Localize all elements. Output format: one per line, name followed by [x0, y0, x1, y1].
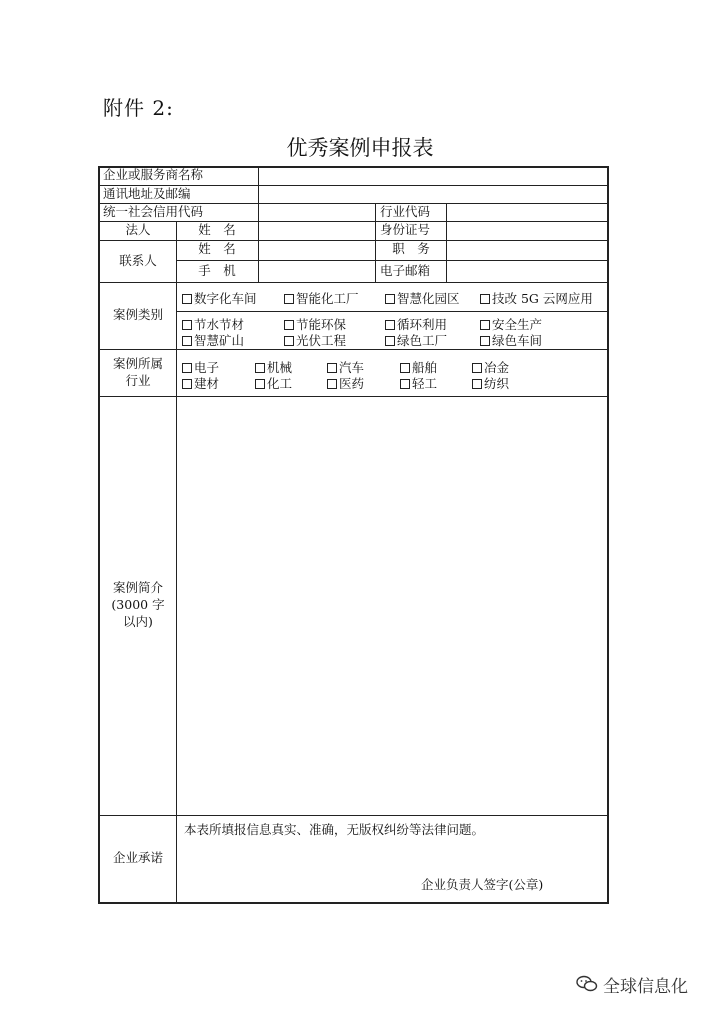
rule	[176, 311, 609, 312]
checkbox-icon[interactable]	[385, 336, 395, 346]
option-checkbox[interactable]	[182, 374, 219, 392]
option-label: 冶金	[484, 360, 510, 375]
rule	[98, 396, 609, 397]
option-label: 智慧化园区	[397, 291, 460, 306]
option-checkbox[interactable]	[400, 374, 437, 392]
checkbox-icon[interactable]	[400, 379, 410, 389]
case-intro-field[interactable]	[178, 398, 606, 814]
checkbox-icon[interactable]	[400, 363, 410, 373]
checkbox-icon[interactable]	[284, 320, 294, 330]
checkbox-icon[interactable]	[327, 363, 337, 373]
option-label: 技改 5G 云网应用	[492, 291, 593, 306]
checkbox-icon[interactable]	[472, 379, 482, 389]
option-checkbox[interactable]	[284, 331, 346, 349]
option-label: 智慧矿山	[194, 333, 245, 348]
position-label: 职 务	[392, 241, 430, 256]
case-intro-label-line2: (3000 字	[111, 597, 165, 612]
rule	[98, 815, 609, 816]
checkbox-icon[interactable]	[480, 336, 490, 346]
option-checkbox[interactable]	[182, 331, 244, 349]
option-label: 建材	[194, 376, 220, 391]
option-label: 汽车	[339, 360, 365, 375]
checkbox-icon[interactable]	[385, 294, 395, 304]
rule	[98, 902, 609, 904]
option-label: 节水节材	[194, 317, 245, 332]
contact-name-label: 姓 名	[198, 241, 236, 256]
option-label: 船舶	[412, 360, 438, 375]
commitment-label: 企业承诺	[112, 850, 163, 865]
option-label: 医药	[339, 376, 365, 391]
rule	[98, 349, 609, 350]
option-checkbox[interactable]	[480, 331, 542, 349]
checkbox-icon[interactable]	[182, 363, 192, 373]
option-label: 轻工	[412, 376, 438, 391]
legal-name-label: 姓 名	[198, 222, 236, 237]
wechat-logo-icon	[576, 975, 598, 993]
option-label: 安全生产	[492, 317, 543, 332]
checkbox-icon[interactable]	[284, 294, 294, 304]
signature-label: 企业负责人签字(公章)	[421, 877, 544, 892]
credit-code-label: 统一社会信用代码	[103, 204, 204, 219]
email-label: 电子邮箱	[380, 263, 431, 278]
attachment-label: 附件 2:	[103, 96, 174, 120]
option-checkbox[interactable]	[327, 374, 364, 392]
checkbox-icon[interactable]	[182, 320, 192, 330]
option-label: 化工	[267, 376, 293, 391]
option-checkbox[interactable]	[480, 289, 593, 307]
contact-label: 联系人	[119, 253, 157, 268]
checkbox-icon[interactable]	[472, 363, 482, 373]
case-industry-label-line2: 行业	[125, 373, 151, 388]
option-label: 智能化工厂	[296, 291, 359, 306]
phone-label: 手 机	[198, 263, 236, 278]
rule	[176, 260, 609, 261]
case-intro-label-line1: 案例简介	[112, 580, 163, 595]
checkbox-icon[interactable]	[182, 294, 192, 304]
industry-code-label: 行业代码	[380, 204, 431, 219]
rule	[258, 166, 259, 282]
rule	[98, 221, 609, 222]
option-label: 绿色工厂	[397, 333, 448, 348]
option-checkbox[interactable]	[284, 289, 359, 307]
option-label: 数字化车间	[194, 291, 257, 306]
case-category-label: 案例类别	[112, 307, 163, 322]
checkbox-icon[interactable]	[480, 294, 490, 304]
option-checkbox[interactable]	[472, 374, 509, 392]
rule	[607, 166, 609, 904]
checkbox-icon[interactable]	[255, 363, 265, 373]
option-label: 绿色车间	[492, 333, 543, 348]
case-intro-label-line3: 以内)	[123, 614, 153, 629]
option-label: 光伏工程	[296, 333, 347, 348]
option-label: 电子	[194, 360, 220, 375]
option-checkbox[interactable]	[182, 289, 257, 307]
case-industry-label-line1: 案例所属	[112, 356, 163, 371]
watermark-text: 全球信息化	[603, 977, 688, 997]
checkbox-icon[interactable]	[182, 336, 192, 346]
company-name-label: 企业或服务商名称	[103, 167, 204, 182]
checkbox-icon[interactable]	[480, 320, 490, 330]
rule	[98, 282, 609, 283]
checkbox-icon[interactable]	[385, 320, 395, 330]
address-label: 通讯地址及邮编	[103, 186, 191, 201]
legal-person-label: 法人	[125, 222, 151, 237]
option-label: 机械	[267, 360, 293, 375]
option-checkbox[interactable]	[385, 331, 447, 349]
checkbox-icon[interactable]	[284, 336, 294, 346]
option-checkbox[interactable]	[255, 374, 292, 392]
rule	[176, 221, 177, 903]
id-number-label: 身份证号	[380, 222, 431, 237]
checkbox-icon[interactable]	[255, 379, 265, 389]
option-label: 纺织	[484, 376, 510, 391]
checkbox-icon[interactable]	[182, 379, 192, 389]
rule	[98, 240, 609, 241]
checkbox-icon[interactable]	[327, 379, 337, 389]
rule	[446, 203, 447, 282]
option-label: 节能环保	[296, 317, 347, 332]
form-title: 优秀案例申报表	[286, 136, 434, 160]
rule	[98, 166, 100, 904]
commitment-text: 本表所填报信息真实、准确，无版权纠纷等法律问题。	[184, 822, 485, 837]
option-label: 循环利用	[397, 317, 448, 332]
option-checkbox[interactable]	[385, 289, 460, 307]
